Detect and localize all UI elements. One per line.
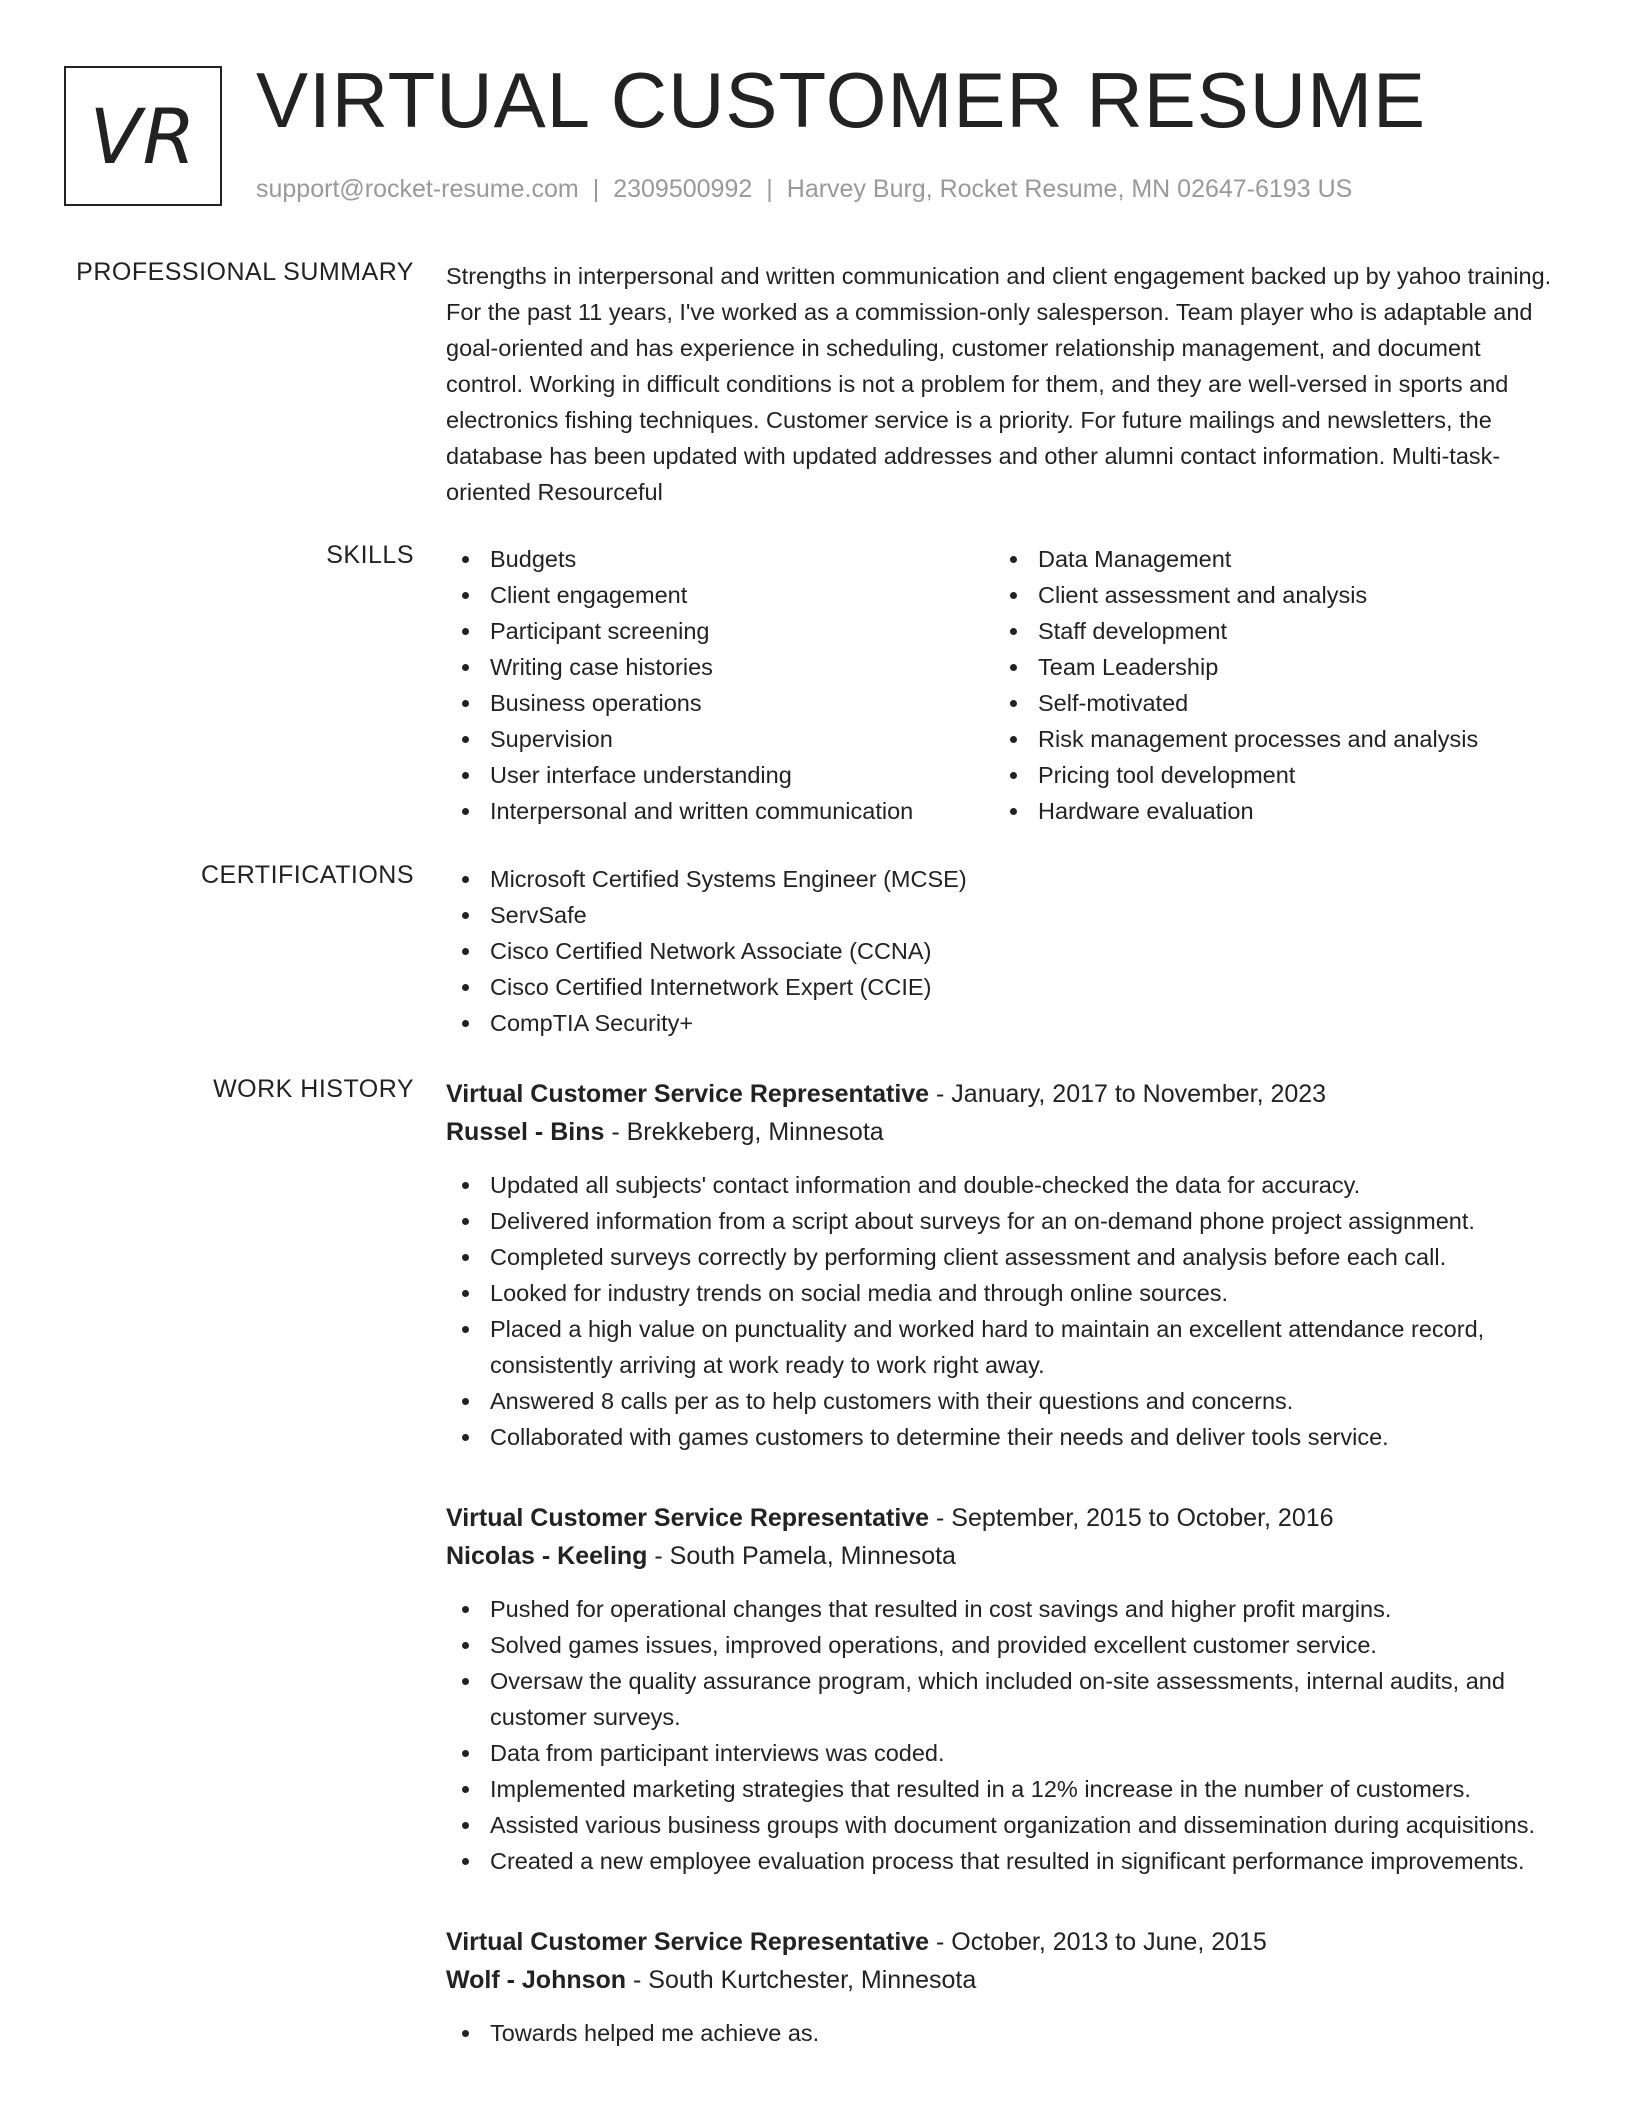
job-duty: Looked for industry trends on social media and through online sources.: [446, 1275, 1560, 1311]
job-duty: Delivered information from a script about surveys for an on-demand phone project assignment.: [446, 1203, 1560, 1239]
job-duty: Collaborated with games customers to determine their needs and deliver tools service.: [446, 1419, 1560, 1455]
job-company-line: [446, 1961, 1560, 1999]
job-duty: Created a new employee evaluation process that resulted in significant performance improvements.: [446, 1843, 1560, 1879]
certifications-list: [446, 861, 1560, 1041]
skill-item: Writing case histories: [446, 649, 994, 685]
skill-item: Business operations: [446, 685, 994, 721]
job-company: Russel - Bins: [446, 1118, 605, 1146]
job-duties-list: [446, 1591, 1560, 1879]
job-duty: Completed surveys correctly by performing client assessment and analysis before each call.: [446, 1239, 1560, 1275]
job-dates: - October, 2013 to June, 2015: [929, 1928, 1267, 1956]
skill-item: Pricing tool development: [994, 757, 1542, 793]
skill-item: Client assessment and analysis: [994, 577, 1542, 613]
job-entry: [446, 1075, 1560, 1455]
job-duty: Oversaw the quality assurance program, which included on-site assessments, internal audits, and customer surveys.: [446, 1663, 1560, 1735]
skill-item: Staff development: [994, 613, 1542, 649]
work-history-body: [446, 1075, 1560, 2095]
job-duty: Data from participant interviews was coded.: [446, 1735, 1560, 1771]
contact-line: [256, 175, 1352, 204]
summary-heading: PROFESSIONAL SUMMARY: [76, 258, 414, 286]
job-title: Virtual Customer Service Representative: [446, 1080, 930, 1108]
contact-address: Harvey Burg, Rocket Resume, MN 02647-6193 US: [786, 175, 1353, 203]
job-title-line: [446, 1923, 1560, 1961]
certification-item: Cisco Certified Internetwork Expert (CCIE): [446, 969, 1560, 1005]
job-duty: Answered 8 calls per as to help customers with their questions and concerns.: [446, 1383, 1560, 1419]
job-location: - Brekkeberg, Minnesota: [604, 1118, 884, 1146]
skill-item: Participant screening: [446, 613, 994, 649]
skill-item: Risk management processes and analysis: [994, 721, 1542, 757]
job-duties-list: [446, 1167, 1560, 1455]
job-title: Virtual Customer Service Representative: [446, 1504, 930, 1532]
contact-separator: |: [766, 175, 773, 203]
certification-item: Cisco Certified Network Associate (CCNA): [446, 933, 1560, 969]
job-duty: Implemented marketing strategies that resulted in a 12% increase in the number of customers.: [446, 1771, 1560, 1807]
skill-item: Interpersonal and written communication: [446, 793, 994, 829]
job-duties-list: [446, 2015, 1560, 2051]
skills-heading: SKILLS: [326, 541, 414, 569]
skills-list-right: [994, 541, 1542, 829]
monogram-initials: VR: [89, 91, 197, 181]
contact-phone: 2309500992: [613, 175, 753, 203]
job-dates: - September, 2015 to October, 2016: [929, 1504, 1334, 1532]
job-duty: Assisted various business groups with document organization and dissemination during acquisitions.: [446, 1807, 1560, 1843]
skill-item: Hardware evaluation: [994, 793, 1542, 829]
work-history-heading: WORK HISTORY: [213, 1075, 414, 1103]
summary-body: [446, 258, 1560, 510]
job-location: - South Pamela, Minnesota: [647, 1542, 956, 1570]
job-location: - South Kurtchester, Minnesota: [626, 1966, 977, 1994]
job-entry: [446, 1923, 1560, 2051]
certifications-body: [446, 861, 1560, 1041]
skill-item: Budgets: [446, 541, 994, 577]
certifications-heading: CERTIFICATIONS: [200, 861, 414, 889]
certification-item: CompTIA Security+: [446, 1005, 1560, 1041]
certification-item: ServSafe: [446, 897, 1560, 933]
contact-separator: |: [592, 175, 600, 203]
monogram-box: [64, 66, 222, 206]
skill-item: Client engagement: [446, 577, 994, 613]
job-company-line: [446, 1537, 1560, 1575]
job-title-line: [446, 1499, 1560, 1537]
resume-name: VIRTUAL CUSTOMER RESUME: [256, 56, 1427, 144]
skill-item: Data Management: [994, 541, 1542, 577]
certification-item: Microsoft Certified Systems Engineer (MCSE): [446, 861, 1560, 897]
skill-item: Self-motivated: [994, 685, 1542, 721]
job-duty: Placed a high value on punctuality and worked hard to maintain an excellent attendance record, consistently arriving at work ready to work right away.: [446, 1311, 1560, 1383]
job-company: Nicolas - Keeling: [446, 1542, 648, 1570]
job-company: Wolf - Johnson: [446, 1966, 627, 1994]
job-company-line: [446, 1113, 1560, 1151]
job-duty: Towards helped me achieve as.: [446, 2015, 1560, 2051]
job-duty: Updated all subjects' contact information and double-checked the data for accuracy.: [446, 1167, 1560, 1203]
contact-email: support@rocket-resume.com: [256, 175, 579, 203]
summary-text: Strengths in interpersonal and written communication and client engagement backed up by yahoo training. For the past 11 years, I've worked as a commission-only salesperson. Team player who is adaptable and goal-oriented and has experience in scheduling, customer relationship management, and document control. Working in difficult conditions is not a problem for them, and they are well-versed in sports and electronics fishing techniques. Customer service is a priority. For future mailings and newsletters, the database has been updated with updated addresses and other alumni contact information. Multi-task-oriented Resourceful: [446, 263, 1552, 505]
job-title: Virtual Customer Service Representative: [446, 1928, 930, 1956]
skill-item: User interface understanding: [446, 757, 994, 793]
job-entry: [446, 1499, 1560, 1879]
job-title-line: [446, 1075, 1560, 1113]
skills-list-left: [446, 541, 994, 829]
skill-item: Team Leadership: [994, 649, 1542, 685]
job-duty: Pushed for operational changes that resulted in cost savings and higher profit margins.: [446, 1591, 1560, 1627]
skill-item: Supervision: [446, 721, 994, 757]
skills-columns: [446, 541, 1560, 829]
job-dates: - January, 2017 to November, 2023: [929, 1080, 1327, 1108]
job-duty: Solved games issues, improved operations, and provided excellent customer service.: [446, 1627, 1560, 1663]
